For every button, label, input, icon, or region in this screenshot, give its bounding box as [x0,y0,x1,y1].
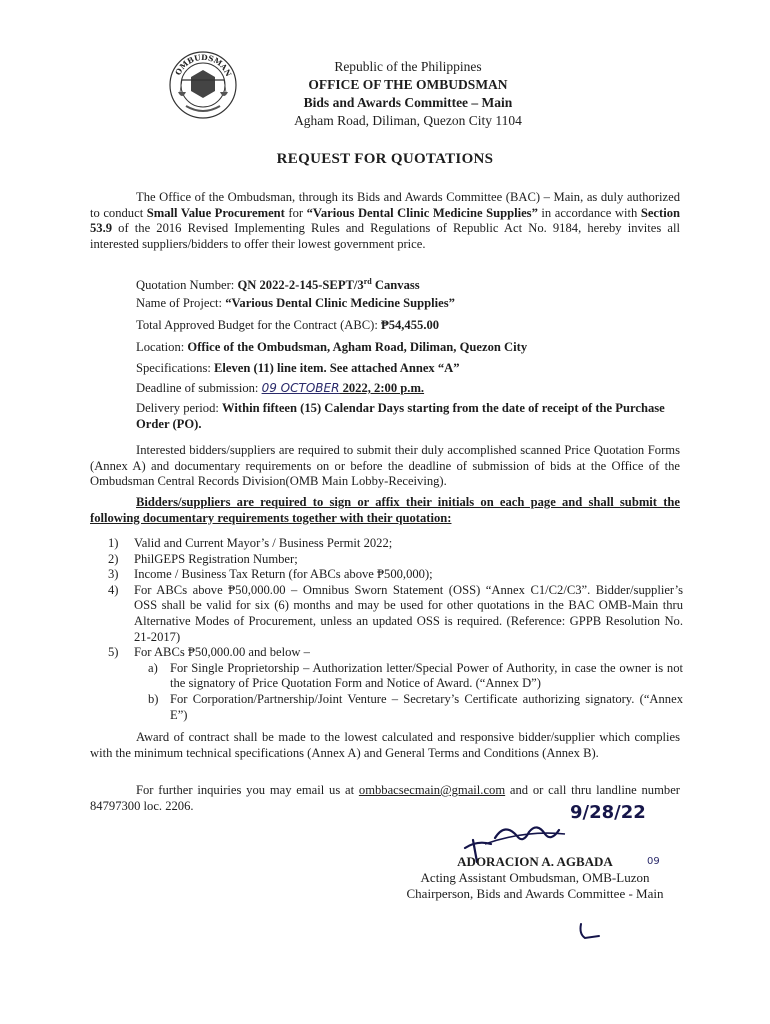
specifications: Specifications: Eleven (11) line item. See attached Annex “A” [136,361,460,375]
signatory-text [385,854,685,902]
signatory-role: Chairperson, Bids and Awards Committee - Main [406,886,664,901]
committee-name: Bids and Awards Committee – Main [303,95,513,110]
office-name: OFFICE OF THE OMBUDSMAN [308,77,508,92]
handwritten-mark-icon [575,920,605,944]
sub-list-item: b) For Corporation/Partnership/Joint Venture – Secretary’s Certificate authorizing signatory. (“Annex E”) [148,691,683,722]
ombudsman-seal-icon [168,50,238,120]
letterhead [248,58,568,130]
list-item: 4) For ABCs above ₱50,000.00 – Omnibus Sworn Statement (OSS) “Annex C1/C2/C3”. Bidder/supplier’s OSS shall be valid for six (6) months and may be used for other quotations in the BAC OMB-Main thru Alternative Modes of Procurement, unless an updated OSS is required. (Reference: GPPB Resolution No. 21-2017) [108,582,683,644]
quotation-number: Quotation Number: QN 2022-2-145-SEPT/3rd Canvass [136,277,420,293]
deadline: Deadline of submission: 09 OCTOBER 2022, 2:00 p.m. [136,381,425,395]
handwritten-deadline: 09 OCTOBER [261,381,340,395]
sub-list-item: a) For Single Proprietorship – Authorization letter/Special Power of Authority, in case the owner is not the signatory of Price Quotation Form and Notice of Award. (“Annex D”) [148,660,683,691]
requirements-heading: Bidders/suppliers are required to sign or affix their initials on each page and shall submit the following documentary requirements together with their quotation: [90,495,680,525]
page-title: REQUEST FOR QUOTATIONS [276,151,494,167]
project-name: Name of Project: “Various Dental Clinic Medicine Supplies” [136,296,455,310]
location: Location: Office of the Ombudsman, Agham Road, Diliman, Quezon City [136,340,528,354]
republic-line: Republic of the Philippines [334,59,482,74]
signatory-position: Acting Assistant Ombudsman, OMB-Luzon [420,870,650,885]
signatory-name: ADORACION A. AGBADA [457,854,613,869]
list-item: 5) For ABCs ₱50,000.00 and below – [108,645,310,660]
office-address: Agham Road, Diliman, Quezon City 1104 [294,113,522,128]
handwritten-date: 9/28/22 [570,802,646,823]
handwritten-initials: 09 [647,856,660,867]
email-link[interactable]: ombbacsecmain@gmail.com [358,783,506,797]
list-item: 1) Valid and Current Mayor’s / Business Permit 2022; [108,536,393,550]
award-paragraph: Award of contract shall be made to the lowest calculated and responsive bidder/supplier which complies with the minimum technical specifications (Annex A) and General Terms and Conditions (Annex B). [90,730,680,760]
approved-budget: Total Approved Budget for the Contract (ABC): ₱54,455.00 [136,318,440,332]
intro-paragraph: The Office of the Ombudsman, through its Bids and Awards Committee (BAC) – Main, as duly authorized to conduct Small Value Procurement for “Various Dental Clinic Medicine Supplies” in accordance with Section 53.9 of the 2016 Revised Implementing Rules and Regulations of Republic Act No. 9184, hereby invites all interested suppliers/bidders to offer their lowest government price. [90,190,680,251]
submission-paragraph: Interested bidders/suppliers are required to submit their duly accomplished scanned Price Quotation Forms (Annex A) and documentary requirements on or before the deadline of submission of bids at the Office of the Ombudsman Central Records Division(OMB Main Lobby-Receiving). [90,443,680,489]
requirements-list [108,536,683,723]
list-item: 3) Income / Business Tax Return (for ABCs above ₱500,000); [108,567,433,582]
svg-text:OMBUDSMAN: OMBUDSMAN [173,52,234,78]
list-item: 2) PhilGEPS Registration Number; [108,551,298,566]
inquiry-paragraph: For further inquiries you may email us at ombbacsecmain@gmail.com and or call thru landline number 84797300 loc. 2206. [90,783,680,813]
delivery-period: Delivery period: Within fifteen (15) Calendar Days starting from the date of receipt of the Purchase Order (PO). [136,401,665,431]
